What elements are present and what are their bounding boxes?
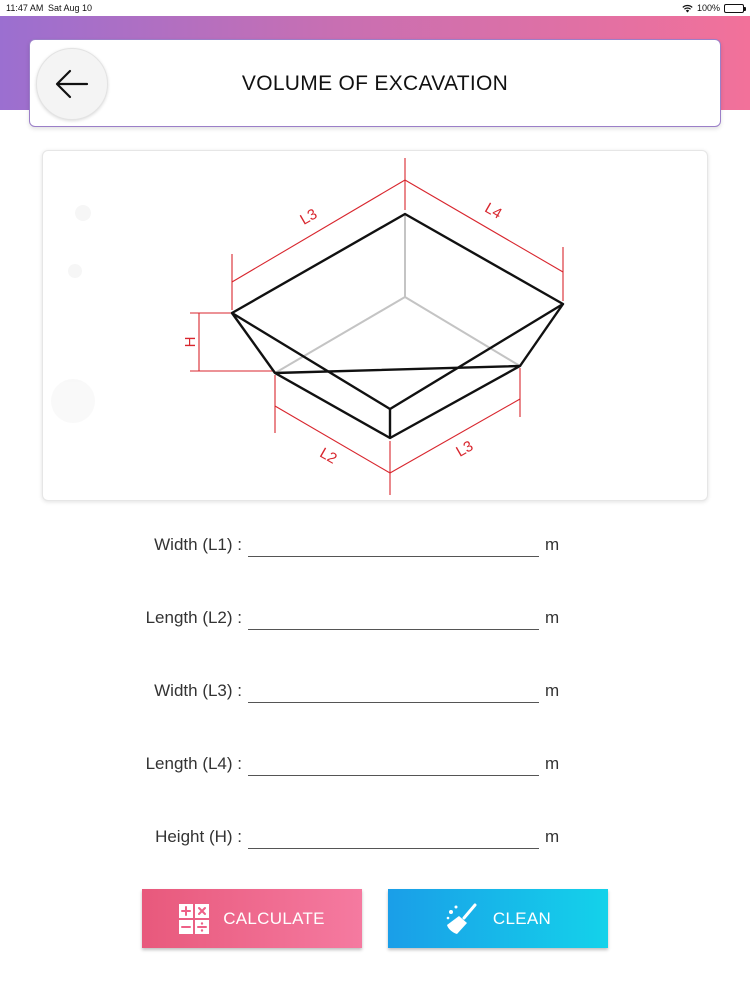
- page-title: VOLUME OF EXCAVATION: [241, 72, 509, 95]
- label-l3-bottom: L3: [453, 437, 477, 461]
- diagram-card: [42, 150, 708, 501]
- form-row-length-l2: [0, 596, 750, 636]
- field-label: Height (H) :: [155, 827, 242, 846]
- visible-edges: [232, 214, 563, 438]
- hidden-edges: [275, 214, 520, 373]
- dimension-lines: [190, 158, 563, 495]
- clean-button[interactable]: [388, 889, 608, 948]
- label-h: H: [182, 336, 199, 348]
- length-l4-input[interactable]: [248, 748, 539, 776]
- form-row-height-h: [0, 815, 750, 855]
- status-right: [682, 3, 744, 13]
- label-l4-top: L4: [481, 199, 505, 223]
- unit-label: m: [545, 681, 560, 700]
- status-date: Sat Aug 10: [48, 3, 93, 13]
- calculate-label: CALCULATE: [223, 908, 325, 928]
- clean-label: CLEAN: [492, 908, 552, 928]
- field-label: Length (L2) :: [145, 608, 242, 627]
- height-h-input[interactable]: [248, 821, 539, 849]
- header-card: [29, 39, 721, 127]
- calculate-button[interactable]: [142, 889, 362, 948]
- label-l2-bottom: L2: [316, 444, 340, 468]
- calculator-icon: [179, 904, 209, 934]
- label-l3-top: L3: [297, 205, 321, 229]
- unit-label: m: [545, 608, 560, 627]
- unit-label: m: [545, 827, 560, 846]
- excavation-diagram: [43, 151, 709, 502]
- form-row-width-l3: [0, 669, 750, 709]
- field-label: Width (L3) :: [154, 681, 242, 700]
- width-l3-input[interactable]: [248, 675, 539, 703]
- field-label: Width (L1) :: [154, 535, 242, 554]
- battery-icon: [724, 4, 744, 13]
- unit-label: m: [545, 535, 560, 554]
- decorative-blobs: [51, 205, 95, 423]
- field-label: Length (L4) :: [145, 754, 242, 773]
- length-l2-input[interactable]: [248, 602, 539, 630]
- status-time: 11:47 AM: [6, 3, 44, 13]
- unit-label: m: [545, 754, 560, 773]
- width-l1-input[interactable]: [248, 529, 539, 557]
- wifi-icon: [682, 4, 693, 13]
- broom-icon: [445, 903, 479, 935]
- status-bar: [0, 0, 750, 16]
- battery-percent: 100%: [696, 3, 720, 13]
- form-row-width-l1: [0, 523, 750, 563]
- form-row-length-l4: [0, 742, 750, 782]
